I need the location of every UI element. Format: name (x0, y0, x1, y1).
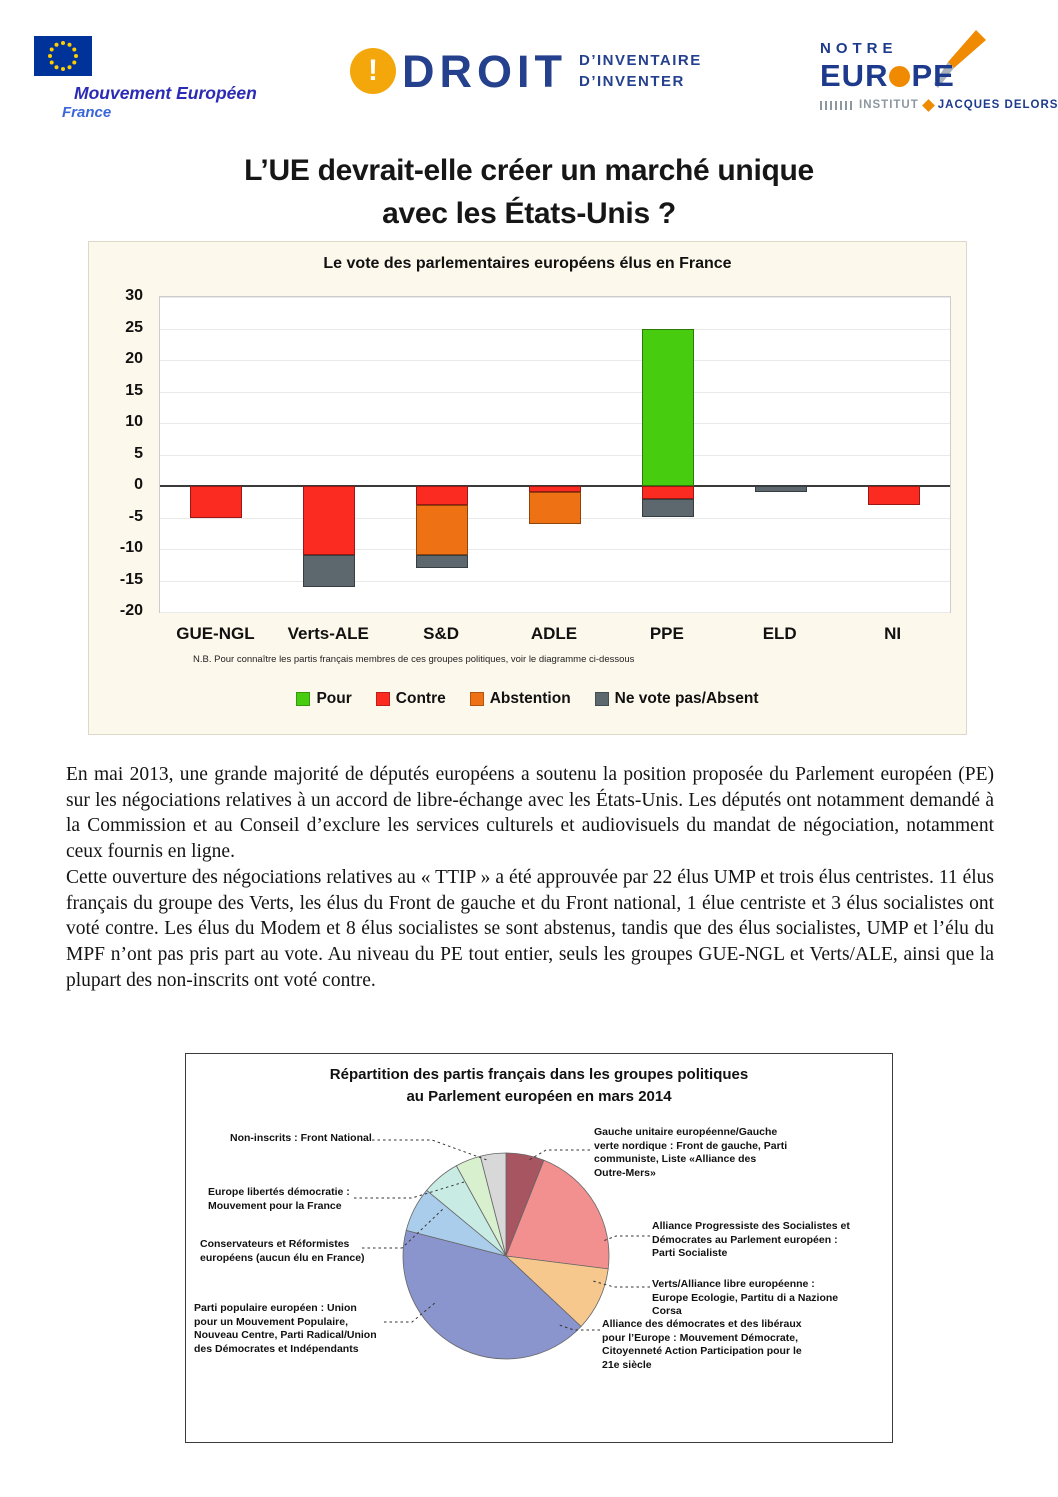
y-tick-label: -5 (128, 507, 143, 525)
leader-line (603, 1236, 650, 1241)
bar-plot (159, 296, 951, 613)
pie-label-gue: Gauche unitaire européenne/Gauche verte nordique : Front de gauche, Parti communiste, Liste «Alliance des Outre-Mers» (594, 1126, 788, 1179)
pie-label-verts: Verts/Alliance libre européenne : Europe Ecologie, Partitu di a Nazione Corsa (652, 1278, 839, 1318)
x-category-label: NI (884, 624, 902, 643)
legend-label: Contre (395, 690, 446, 707)
legend-swatch (376, 692, 390, 706)
bar-segment-ne-vote-pas-absent (303, 555, 355, 587)
x-category-label: ADLE (530, 624, 578, 643)
legend-swatch (470, 692, 484, 706)
legend-swatch (296, 692, 310, 706)
exclamation-icon: ! (350, 48, 396, 94)
page-title (0, 150, 1058, 235)
europe-post: PE (911, 58, 955, 93)
europe-wordmark (820, 58, 1050, 94)
x-category-label: S&D (423, 624, 460, 643)
chart-note: N.B. Pour connaître les partis français membres de ces groupes politiques, voir le diagramme ci-dessous (193, 654, 635, 665)
pie-chart-title (186, 1064, 892, 1108)
legend-item (296, 690, 351, 708)
legend-item (470, 690, 571, 708)
pie-title-line-2: au Parlement européen en mars 2014 (406, 1087, 672, 1105)
y-tick-label: 30 (125, 287, 143, 304)
gridline (160, 455, 950, 456)
notre-europe-logo (820, 40, 1058, 111)
droit-wordmark: DROIT (402, 45, 567, 97)
mouvement-europeen-label: Mouvement Européen (74, 83, 257, 103)
droit-taglines (579, 50, 702, 92)
y-tick-label: -20 (119, 602, 143, 619)
pie-label-adle: Alliance des démocrates et des libéraux pour l’Europe : Mouvement Démocrate, Citoyenneté Action Participation pour le 21e siècle (602, 1318, 802, 1371)
bar-segment-contre (642, 486, 694, 499)
gridline (160, 549, 950, 550)
europe-pre: EUR (820, 58, 889, 93)
x-category-label: GUE-NGL (176, 624, 255, 643)
gridline (160, 612, 950, 613)
institut-line (820, 99, 1058, 111)
bar-chart-title: Le vote des parlementaires européens élus en France (323, 255, 732, 272)
pie-title-line-1: Répartition des partis français dans les groupes politiques (329, 1066, 749, 1083)
institut-label: INSTITUT (859, 99, 919, 111)
legend-label: Pour (316, 690, 352, 707)
tagline-2: D’INVENTER (579, 73, 685, 90)
gridline (160, 360, 950, 361)
bar-segment-contre (868, 486, 920, 505)
bar-segment-pour (642, 329, 694, 487)
paragraph-1: En mai 2013, une grande majorité de députés européens a soutenu la position proposée du Parlement européen (PE) sur les négociations relatives à un accord de libre-échange avec les États-Unis. Les députés ont notamment demandé à la Commission et au Conseil d’exclure les services culturels et audiovisuels du mandat de négociation, notamment ceux fournis en ligne. (66, 764, 994, 863)
eu-flag-icon (34, 36, 92, 76)
pie-label-conservateurs: Conservateurs et Réformistes européens (aucun élu en France) (200, 1238, 365, 1264)
pie-label-eld: Europe libertés démocratie : Mouvement pour la France (208, 1186, 350, 1212)
pie-label-ppe: Parti populaire européen : Union pour un Mouvement Populaire, Nouveau Centre, Parti Radical/Union des Démocrates et Indépendants (194, 1302, 377, 1355)
y-tick-label: 10 (125, 413, 143, 430)
gridline (160, 581, 950, 582)
mouvement-europeen-logo (34, 36, 257, 121)
x-category-label: Verts-ALE (287, 624, 369, 643)
bar-segment-ne-vote-pas-absent (642, 499, 694, 518)
tagline-1: D’INVENTAIRE (579, 52, 702, 69)
y-tick-label: 20 (125, 350, 143, 367)
pie-label-non-inscrits: Non-inscrits : Front National (230, 1132, 372, 1144)
y-tick-label: 5 (134, 444, 143, 462)
bars-icon (820, 101, 854, 110)
body-text (66, 762, 994, 994)
gridline (160, 392, 950, 393)
gridline (160, 297, 950, 298)
notre-label: NOTRE (820, 40, 898, 57)
y-tick-label: 15 (125, 381, 143, 399)
gridline (160, 329, 950, 330)
title-line-2: avec les États-Unis ? (382, 196, 676, 230)
y-tick-label: 0 (134, 476, 143, 493)
bar-segment-ne-vote-pas-absent (416, 555, 468, 568)
y-tick-label: -15 (119, 570, 143, 588)
bar-chart (88, 241, 967, 735)
legend-item (376, 690, 446, 708)
compass-dot-icon (889, 66, 910, 87)
bar-legend (89, 690, 966, 708)
bar-segment-contre (416, 486, 468, 505)
legend-label: Abstention (489, 690, 571, 707)
x-category-label: ELD (762, 624, 797, 643)
bar-segment-ne-vote-pas-absent (755, 486, 807, 492)
y-tick-label: 25 (125, 318, 143, 336)
diamond-icon (922, 99, 935, 112)
paragraph-2: Cette ouverture des négociations relatives au « TTIP » a été approuvée par 22 élus UMP et trois élus centristes. 11 élus français du groupe des Verts, les élus du Front de gauche et du Front national, 1 élue centriste et 3 élus socialistes ont voté contre. Les élus du Modem et 8 élus socialistes se sont abstenus, tandis que des élus socialistes, UMP et l’élu du MPF n’ont pas pris part au vote. Au niveau du PE tout entier, seuls les groupes GUE-NGL et Verts/ALE, ainsi que la plupart des non-inscrits ont voté contre. (66, 866, 994, 991)
pie-chart (185, 1053, 893, 1443)
droit-dinventaire-logo (350, 45, 702, 97)
legend-item (595, 690, 759, 708)
bar-segment-abstention (529, 492, 581, 524)
bar-y-axis (97, 287, 151, 619)
bar-segment-abstention (416, 505, 468, 555)
y-tick-label: -10 (119, 539, 143, 556)
gridline (160, 423, 950, 424)
title-line-1: L’UE devrait-elle créer un marché unique (244, 154, 814, 187)
bar-segment-contre (190, 486, 242, 518)
bar-x-axis (159, 624, 949, 646)
pie-label-sd: Alliance Progressiste des Socialistes et Démocrates au Parlement européen : Parti Socialiste (652, 1220, 850, 1260)
mouvement-europeen-country: France (62, 104, 112, 121)
x-category-label: PPE (649, 624, 684, 643)
jacques-delors-label: JACQUES DELORS (937, 99, 1058, 111)
legend-label: Ne vote pas/Absent (614, 690, 759, 707)
bar-segment-contre (303, 486, 355, 555)
legend-swatch (595, 692, 609, 706)
